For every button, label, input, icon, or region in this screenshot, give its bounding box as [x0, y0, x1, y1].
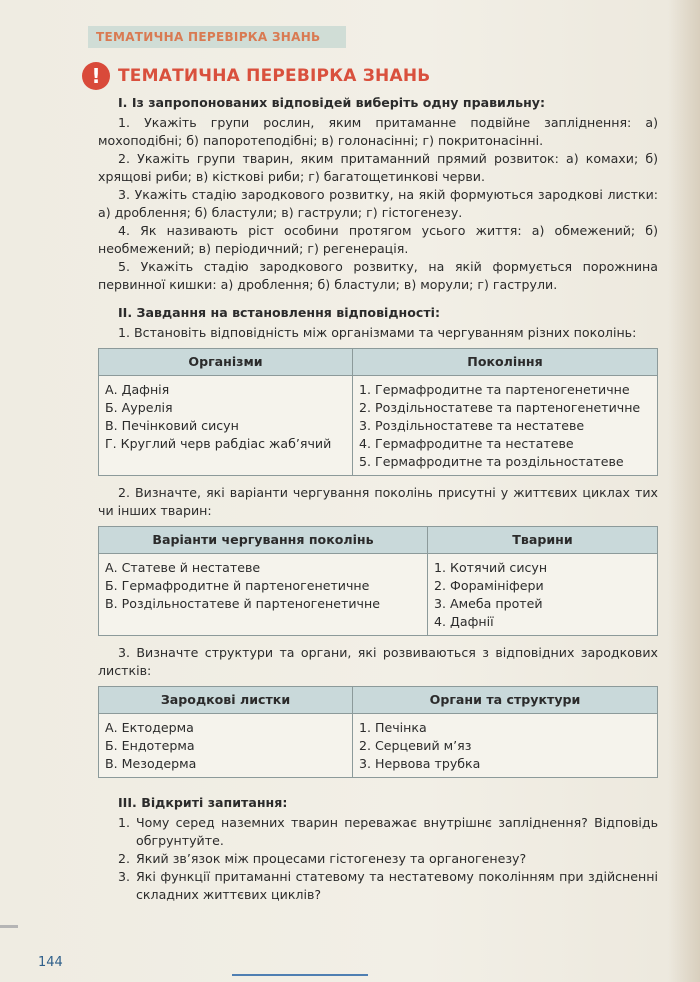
- question-number: 1.: [118, 815, 131, 830]
- table-cell-right: [353, 376, 658, 476]
- table-header: Тварини: [428, 527, 658, 554]
- task-2-prompt: 2. Визначте, які варіанти чергування поколінь присутні у життєвих циклах тих чи інших тварин:: [98, 485, 658, 518]
- footer-rule: [232, 974, 368, 976]
- table-entry: 4. Гермафродитне та нестатеве: [359, 436, 574, 451]
- question-item: 2. Укажіть групи тварин, яким притаманний прямий розвиток: а) комахи; б) хрящові риби; в) кісткові риби; г) багатощетинкові черви.: [98, 151, 658, 184]
- question-item: 4. Як називають ріст особини протягом усього життя: а) обмежений; б) необмежений; в) періодичний; г) регенерація.: [98, 223, 658, 256]
- section-1-title: І. Із запропонованих відповідей виберіть одну правильну:: [118, 95, 546, 110]
- exclamation-icon: !: [82, 62, 110, 90]
- question-text: Який зв’язок між процесами гістогенезу та органогенезу?: [136, 851, 527, 866]
- table-entry: А. Ектодерма: [105, 720, 194, 735]
- running-head: ТЕМАТИЧНА ПЕРЕВІРКА ЗНАНЬ: [96, 30, 321, 44]
- table-cell-right: [353, 714, 658, 778]
- table-entry: 2. Серцевий м’яз: [359, 738, 472, 753]
- list-item: [118, 814, 658, 850]
- table-entry: 2. Форамініфери: [434, 578, 544, 593]
- page-title: ТЕМАТИЧНА ПЕРЕВІРКА ЗНАНЬ: [118, 66, 431, 86]
- table-entry: Б. Гермафродитне й партеногенетичне: [105, 578, 370, 593]
- list-item: [118, 868, 658, 904]
- page-content: [98, 94, 658, 904]
- question-item: 1. Укажіть групи рослин, яким притаманне подвійне запліднення: а) мохоподібні; б) папоротеподібні; в) голонасінні; г) покритонасінні.: [98, 115, 658, 148]
- table-entry: 1. Печінка: [359, 720, 427, 735]
- table-entry: В. Печінковий сисун: [105, 418, 239, 433]
- list-item: [118, 850, 658, 868]
- table-entry: 3. Амеба протей: [434, 596, 543, 611]
- table-entry: 3. Роздільностатеве та нестатеве: [359, 418, 585, 433]
- table-cell-left: [99, 554, 428, 636]
- table-header: Організми: [99, 349, 353, 376]
- table-entry: 2. Роздільностатеве та партеногенетичне: [359, 400, 641, 415]
- task-1-prompt: 1. Встановіть відповідність між організмами та чергуванням різних поколінь:: [118, 325, 637, 340]
- question-item: 5. Укажіть стадію зародкового розвитку, на якій формується порожнина первинної кишки: а) дроблення; б) бластули; в) морули; г) гаструли.: [98, 259, 658, 292]
- question-item: 3. Укажіть стадію зародкового розвитку, на якій формуються зародкові листки: а) дроблення; б) бластули; в) гаструли; г) гістогенезу.: [98, 187, 658, 220]
- table-header: Покоління: [353, 349, 658, 376]
- table-entry: Г. Круглий черв рабдіас жаб’ячий: [105, 436, 332, 451]
- table-entry: 4. Дафнії: [434, 614, 494, 629]
- matching-table-2: [98, 526, 658, 636]
- table-entry: 5. Гермафродитне та роздільностатеве: [359, 454, 624, 469]
- table-entry: Б. Аурелія: [105, 400, 173, 415]
- table-entry: 3. Нервова трубка: [359, 756, 481, 771]
- table-entry: Б. Ендотерма: [105, 738, 195, 753]
- table-entry: В. Роздільностатеве й партеногенетичне: [105, 596, 380, 611]
- page-edge-shadow: [668, 0, 700, 982]
- table-header: Зародкові листки: [99, 687, 353, 714]
- question-text: Чому серед наземних тварин переважає внутрішнє запліднення? Відповідь обгрунтуйте.: [136, 815, 658, 848]
- margin-mark: [0, 925, 18, 928]
- table-entry: А. Статеве й нестатеве: [105, 560, 261, 575]
- table-cell-left: [99, 714, 353, 778]
- question-number: 2.: [118, 851, 131, 866]
- section-3-title: ІІІ. Відкриті запитання:: [118, 795, 288, 810]
- question-text: Які функції притаманні статевому та нестатевому поколінням при здійсненні складних життєвих циклів?: [136, 869, 658, 902]
- open-questions-list: [118, 814, 658, 904]
- matching-table-1: [98, 348, 658, 476]
- question-number: 3.: [118, 869, 131, 884]
- page-number: 144: [38, 955, 63, 970]
- table-entry: 1. Гермафродитне та партеногенетичне: [359, 382, 630, 397]
- matching-table-3: [98, 686, 658, 778]
- table-header: Органи та структури: [353, 687, 658, 714]
- table-entry: А. Дафнія: [105, 382, 170, 397]
- task-3-prompt: 3. Визначте структури та органи, які розвиваються з відповідних зародкових листків:: [98, 645, 658, 678]
- table-header: Варіанти чергування поколінь: [99, 527, 428, 554]
- table-entry: В. Мезодерма: [105, 756, 197, 771]
- table-cell-left: [99, 376, 353, 476]
- table-cell-right: [428, 554, 658, 636]
- section-2-title: ІІ. Завдання на встановлення відповідності:: [118, 305, 441, 320]
- table-entry: 1. Котячий сисун: [434, 560, 548, 575]
